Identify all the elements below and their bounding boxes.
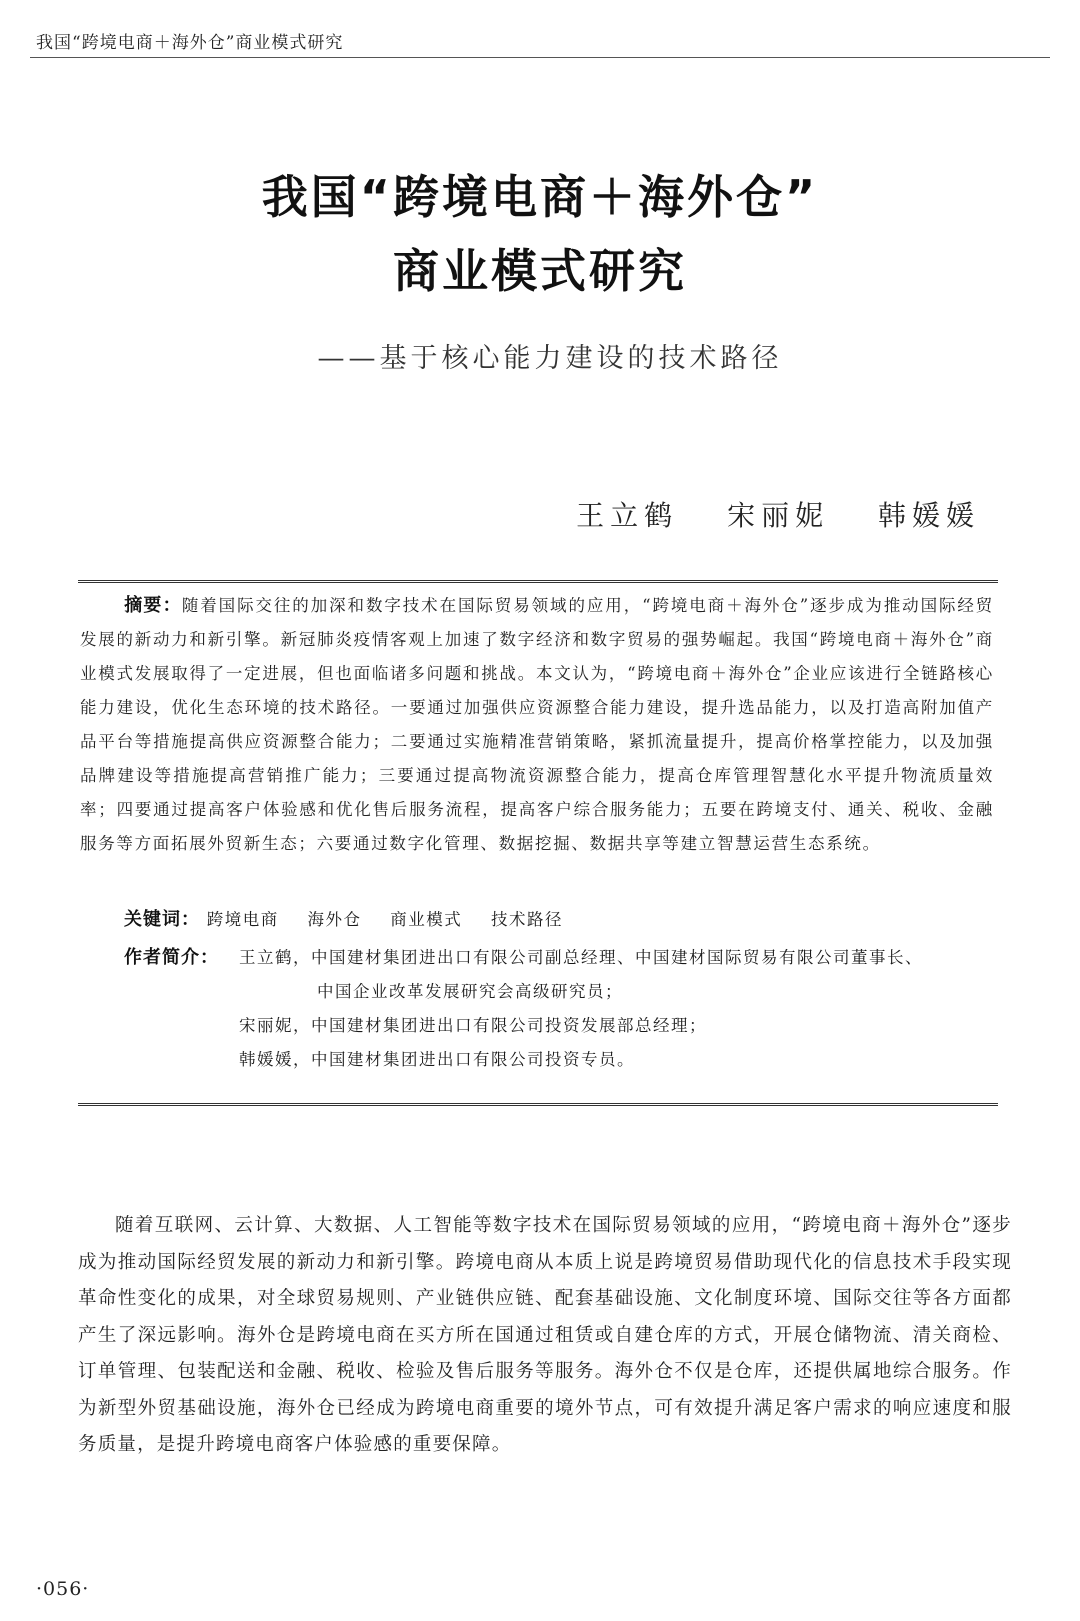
abstract-box: [78, 580, 998, 1106]
bio-entry: [124, 1043, 988, 1077]
author-name: 宋丽妮: [727, 499, 830, 532]
author-name: 韩媛媛: [877, 499, 980, 532]
bio-line: 韩媛媛，中国建材集团进出口有限公司投资专员。: [239, 1050, 635, 1069]
body-paragraph: 随着互联网、云计算、大数据、人工智能等数字技术在国际贸易领域的应用，“跨境电商＋海外仓”逐步成为推动国际经贸发展的新动力和新引擎。跨境电商从本质上说是跨境贸易借助现代化的信息技术手段实现革命性变化的成果，对全球贸易规则、产业链供应链、配套基础设施、文化制度环境、国际交往等各方面都产生了深远影响。海外仓是跨境电商在买方所在国通过租赁或自建仓库的方式，开展仓储物流、清关商检、订单管理、包装配送和金融、税收、检验及售后服务等服务。海外仓不仅是仓库，还提供属地综合服务。作为新型外贸基础设施，海外仓已经成为跨境电商重要的境外节点，可有效提升满足客户需求的响应速度和服务质量，是提升跨境电商客户体验感的重要保障。: [78, 1215, 1012, 1455]
header-rule: [30, 57, 1050, 58]
abstract: [80, 589, 994, 861]
article-title: [0, 160, 1080, 308]
keyword: 商业模式: [390, 910, 463, 929]
keyword: 海外仓: [307, 910, 362, 929]
keywords-label: 关键词：: [124, 909, 200, 930]
keywords: [124, 905, 585, 931]
bio-line: 中国企业改革发展研究会高级研究员；: [317, 982, 623, 1001]
bio-entry-continued: [124, 975, 988, 1009]
abstract-label: 摘要：: [124, 595, 182, 616]
keyword: 技术路径: [491, 910, 563, 929]
bio-line: 王立鹤，中国建材集团进出口有限公司副总经理、中国建材国际贸易有限公司董事长、: [239, 948, 923, 967]
title-line-1: 我国“跨境电商＋海外仓”: [261, 170, 819, 224]
abstract-text: 随着国际交往的加深和数字技术在国际贸易领域的应用，“跨境电商＋海外仓”逐步成为推动国际经贸发展的新动力和新引擎。新冠肺炎疫情客观上加速了数字经济和数字贸易的强势崛起。我国“跨境电商＋海外仓”商业模式发展取得了一定进展，但也面临诸多问题和挑战。本文认为，“跨境电商＋海外仓”企业应该进行全链路核心能力建设，优化生态环境的技术路径。一要通过加强供应资源整合能力建设，提升选品能力，以及打造高附加值产品平台等措施提高供应资源整合能力；二要通过实施精准营销策略，紧抓流量提升，提高价格掌控能力，以及加强品牌建设等措施提高营销推广能力；三要通过提高物流资源整合能力，提高仓库管理智慧化水平提升物流质量效率；四要通过提高客户体验感和优化售后服务流程，提高客户综合服务能力；五要在跨境支付、通关、税收、金融服务等方面拓展外贸新生态；六要通过数字化管理、数据挖掘、数据共享等建立智慧运营生态系统。: [80, 596, 994, 853]
page-number: ·056·: [36, 1578, 90, 1600]
bio-line: 宋丽妮，中国建材集团进出口有限公司投资发展部总经理；: [239, 1016, 707, 1035]
running-header: 我国“跨境电商＋海外仓”商业模式研究: [36, 33, 344, 53]
author-bios: [124, 941, 988, 1077]
bio-entry: [124, 941, 988, 975]
keyword: 跨境电商: [206, 910, 279, 929]
bios-label: 作者简介：: [124, 947, 219, 968]
article-subtitle: ——基于核心能力建设的技术路径: [317, 343, 783, 374]
bio-entry: [124, 1009, 988, 1043]
author-list: [542, 494, 980, 534]
title-line-2: 商业模式研究: [393, 244, 687, 298]
author-name: 王立鹤: [576, 499, 679, 532]
